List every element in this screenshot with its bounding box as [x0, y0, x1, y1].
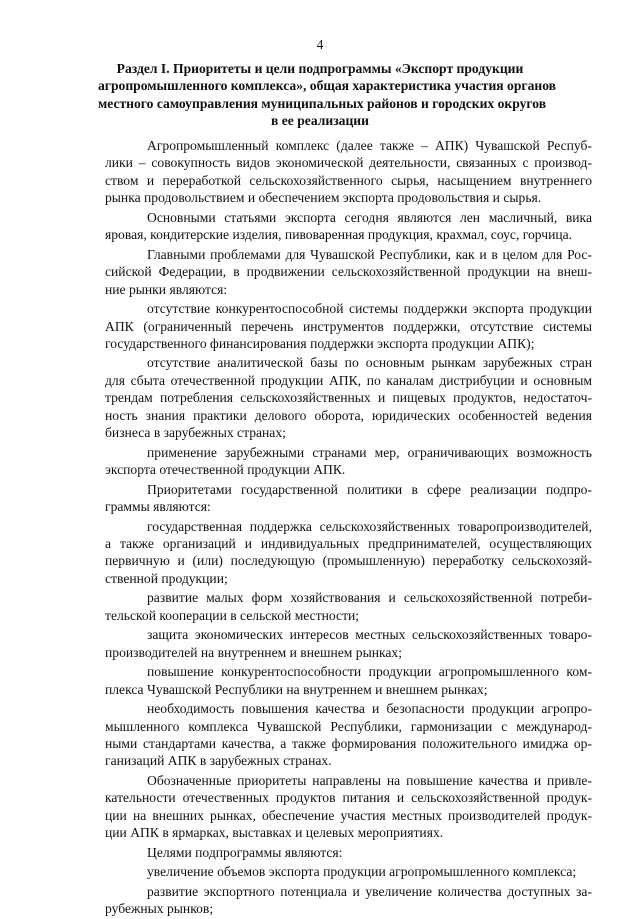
- paragraph: [105, 137, 592, 207]
- paragraph-line: граммы являются:: [105, 499, 211, 515]
- paragraph-line: кательности отечественных продуктов питания и сельскохозяйственной продук-: [105, 790, 592, 806]
- paragraph-line: повышение конкурентоспособности продукции агропромышленного ком-: [147, 664, 592, 680]
- paragraph: [105, 663, 592, 698]
- paragraph-line: мышленного комплекса Чувашской Республики, гармонизации с международ-: [105, 718, 592, 734]
- paragraph-line: Приоритетами государственной политики в сфере реализации подпро-: [147, 481, 592, 497]
- paragraph-line: а также организаций и индивидуальных предпринимателей, осуществляющих: [105, 535, 592, 551]
- section-heading: [98, 60, 556, 130]
- page-number: 4: [316, 37, 324, 52]
- paragraph-line: ганизаций АПК в зарубежных странах.: [105, 753, 332, 769]
- paragraph-line: сийской Федерации, в продвижении сельскохозяйственной продукции на внеш-: [105, 264, 592, 280]
- paragraph-line: Обозначенные приоритеты направлены на повышение качества и привле-: [147, 772, 592, 788]
- paragraph-line: тельской кооперации в сельской местности;: [105, 607, 360, 623]
- paragraph: [105, 626, 592, 661]
- paragraph-line: экспорта отечественной продукции АПК.: [105, 462, 346, 478]
- heading-line: Раздел I. Приоритеты и цели подпрограммы «Экспорт продукции: [116, 61, 524, 76]
- paragraph-line: отсутствие конкурентоспособной системы поддержки экспорта продукции: [147, 301, 592, 317]
- paragraph: [105, 444, 592, 479]
- paragraph-line: ние рынки являются:: [105, 281, 228, 297]
- paragraph-line: Целями подпрограммы являются:: [147, 844, 343, 860]
- paragraph: [105, 354, 592, 441]
- paragraph-line: рубежных рынков;: [105, 901, 214, 917]
- paragraph-line: ность знания практики делового оборота, юридических особенностей ведения: [105, 407, 592, 423]
- paragraph-line: бизнеса в зарубежных странах;: [105, 425, 286, 441]
- paragraph-line: применение зарубежными странами мер, ограничивающих возможность: [147, 444, 592, 460]
- document-body: [105, 137, 592, 919]
- paragraph-line: ственной продукции;: [105, 570, 228, 586]
- heading-line: в ее реализации: [271, 113, 369, 129]
- paragraph-line: Главными проблемами для Чувашской Республики, как и в целом для Рос-: [147, 246, 592, 262]
- paragraph-line: для сбыта отечественной продукции АПК, по каналам дистрибуции и основным: [105, 372, 592, 388]
- paragraph: [105, 481, 592, 516]
- paragraph-line: АПК (ограниченный перечень инструментов поддержки, отсутствие системы: [105, 318, 592, 334]
- paragraph-line: развитие малых форм хозяйствования и сельскохозяйственной потреби-: [147, 590, 592, 606]
- paragraph-line: ции на внешних рынках, обеспечение участия местных производителей продук-: [105, 807, 592, 823]
- paragraph-line: Основными статьями экспорта сегодня являются лен масличный, вика: [147, 209, 592, 225]
- paragraph: [105, 844, 592, 861]
- paragraph: [105, 883, 592, 918]
- paragraph-line: первичную и (или) последующую (промышленную) переработку сельскохозяй-: [105, 553, 592, 569]
- paragraph-line: государственного финансирования поддержки экспорта продукции АПК);: [105, 335, 535, 351]
- paragraph-line: отсутствие аналитической базы по основным рынкам зарубежных стран: [147, 355, 592, 371]
- paragraph: [105, 772, 592, 842]
- paragraph-line: защита экономических интересов местных сельскохозяйственных товаро-: [147, 627, 592, 643]
- paragraph: [105, 863, 592, 880]
- paragraph: [105, 300, 592, 352]
- paragraph: [105, 589, 592, 624]
- paragraph-line: лики – совокупность видов экономической деятельности, связанных с производ-: [105, 155, 592, 171]
- paragraph-line: трендам потребления сельскохозяйственных и пищевых продуктов, недостаточ-: [105, 390, 592, 406]
- heading-line: местного самоуправления муниципальных районов и городских округов: [98, 95, 547, 111]
- paragraph-line: плекса Чувашской Республики на внутреннем и внешнем рынках;: [105, 681, 488, 697]
- paragraph-line: развитие экспортного потенциала и увеличение количества доступных за-: [147, 883, 592, 899]
- heading-line: агропромышленного комплекса», общая характеристика участия органов: [98, 78, 556, 94]
- paragraph: [105, 209, 592, 244]
- paragraph-line: производителей на внутреннем и внешнем рынках;: [105, 644, 403, 660]
- paragraph-line: ством и переработкой сельскохозяйственного сырья, насыщением внутреннего: [105, 172, 592, 188]
- paragraph-line: ными стандартами качества, а также формирования положительного имиджа ор-: [105, 735, 592, 751]
- paragraph-line: необходимость повышения качества и безопасности продукции агропро-: [147, 701, 592, 717]
- paragraph: [105, 518, 592, 588]
- paragraph-line: увеличение объемов экспорта продукции агропромышленного комплекса;: [147, 864, 577, 880]
- paragraph-line: рынка продовольствием и обеспечением экспорта продовольствия и сырья.: [105, 190, 542, 206]
- paragraph: [105, 246, 592, 298]
- paragraph: [105, 700, 592, 770]
- paragraph-line: ции АПК в ярмарках, выставках и целевых мероприятиях.: [105, 825, 444, 841]
- paragraph-line: яровая, кондитерские изделия, пивоваренная продукция, крахмал, соус, горчица.: [105, 227, 573, 243]
- paragraph-line: государственная поддержка сельскохозяйственных товаропроизводителей,: [147, 518, 592, 534]
- paragraph-line: Агропромышленный комплекс (далее также – АПК) Чувашской Респуб-: [147, 138, 592, 153]
